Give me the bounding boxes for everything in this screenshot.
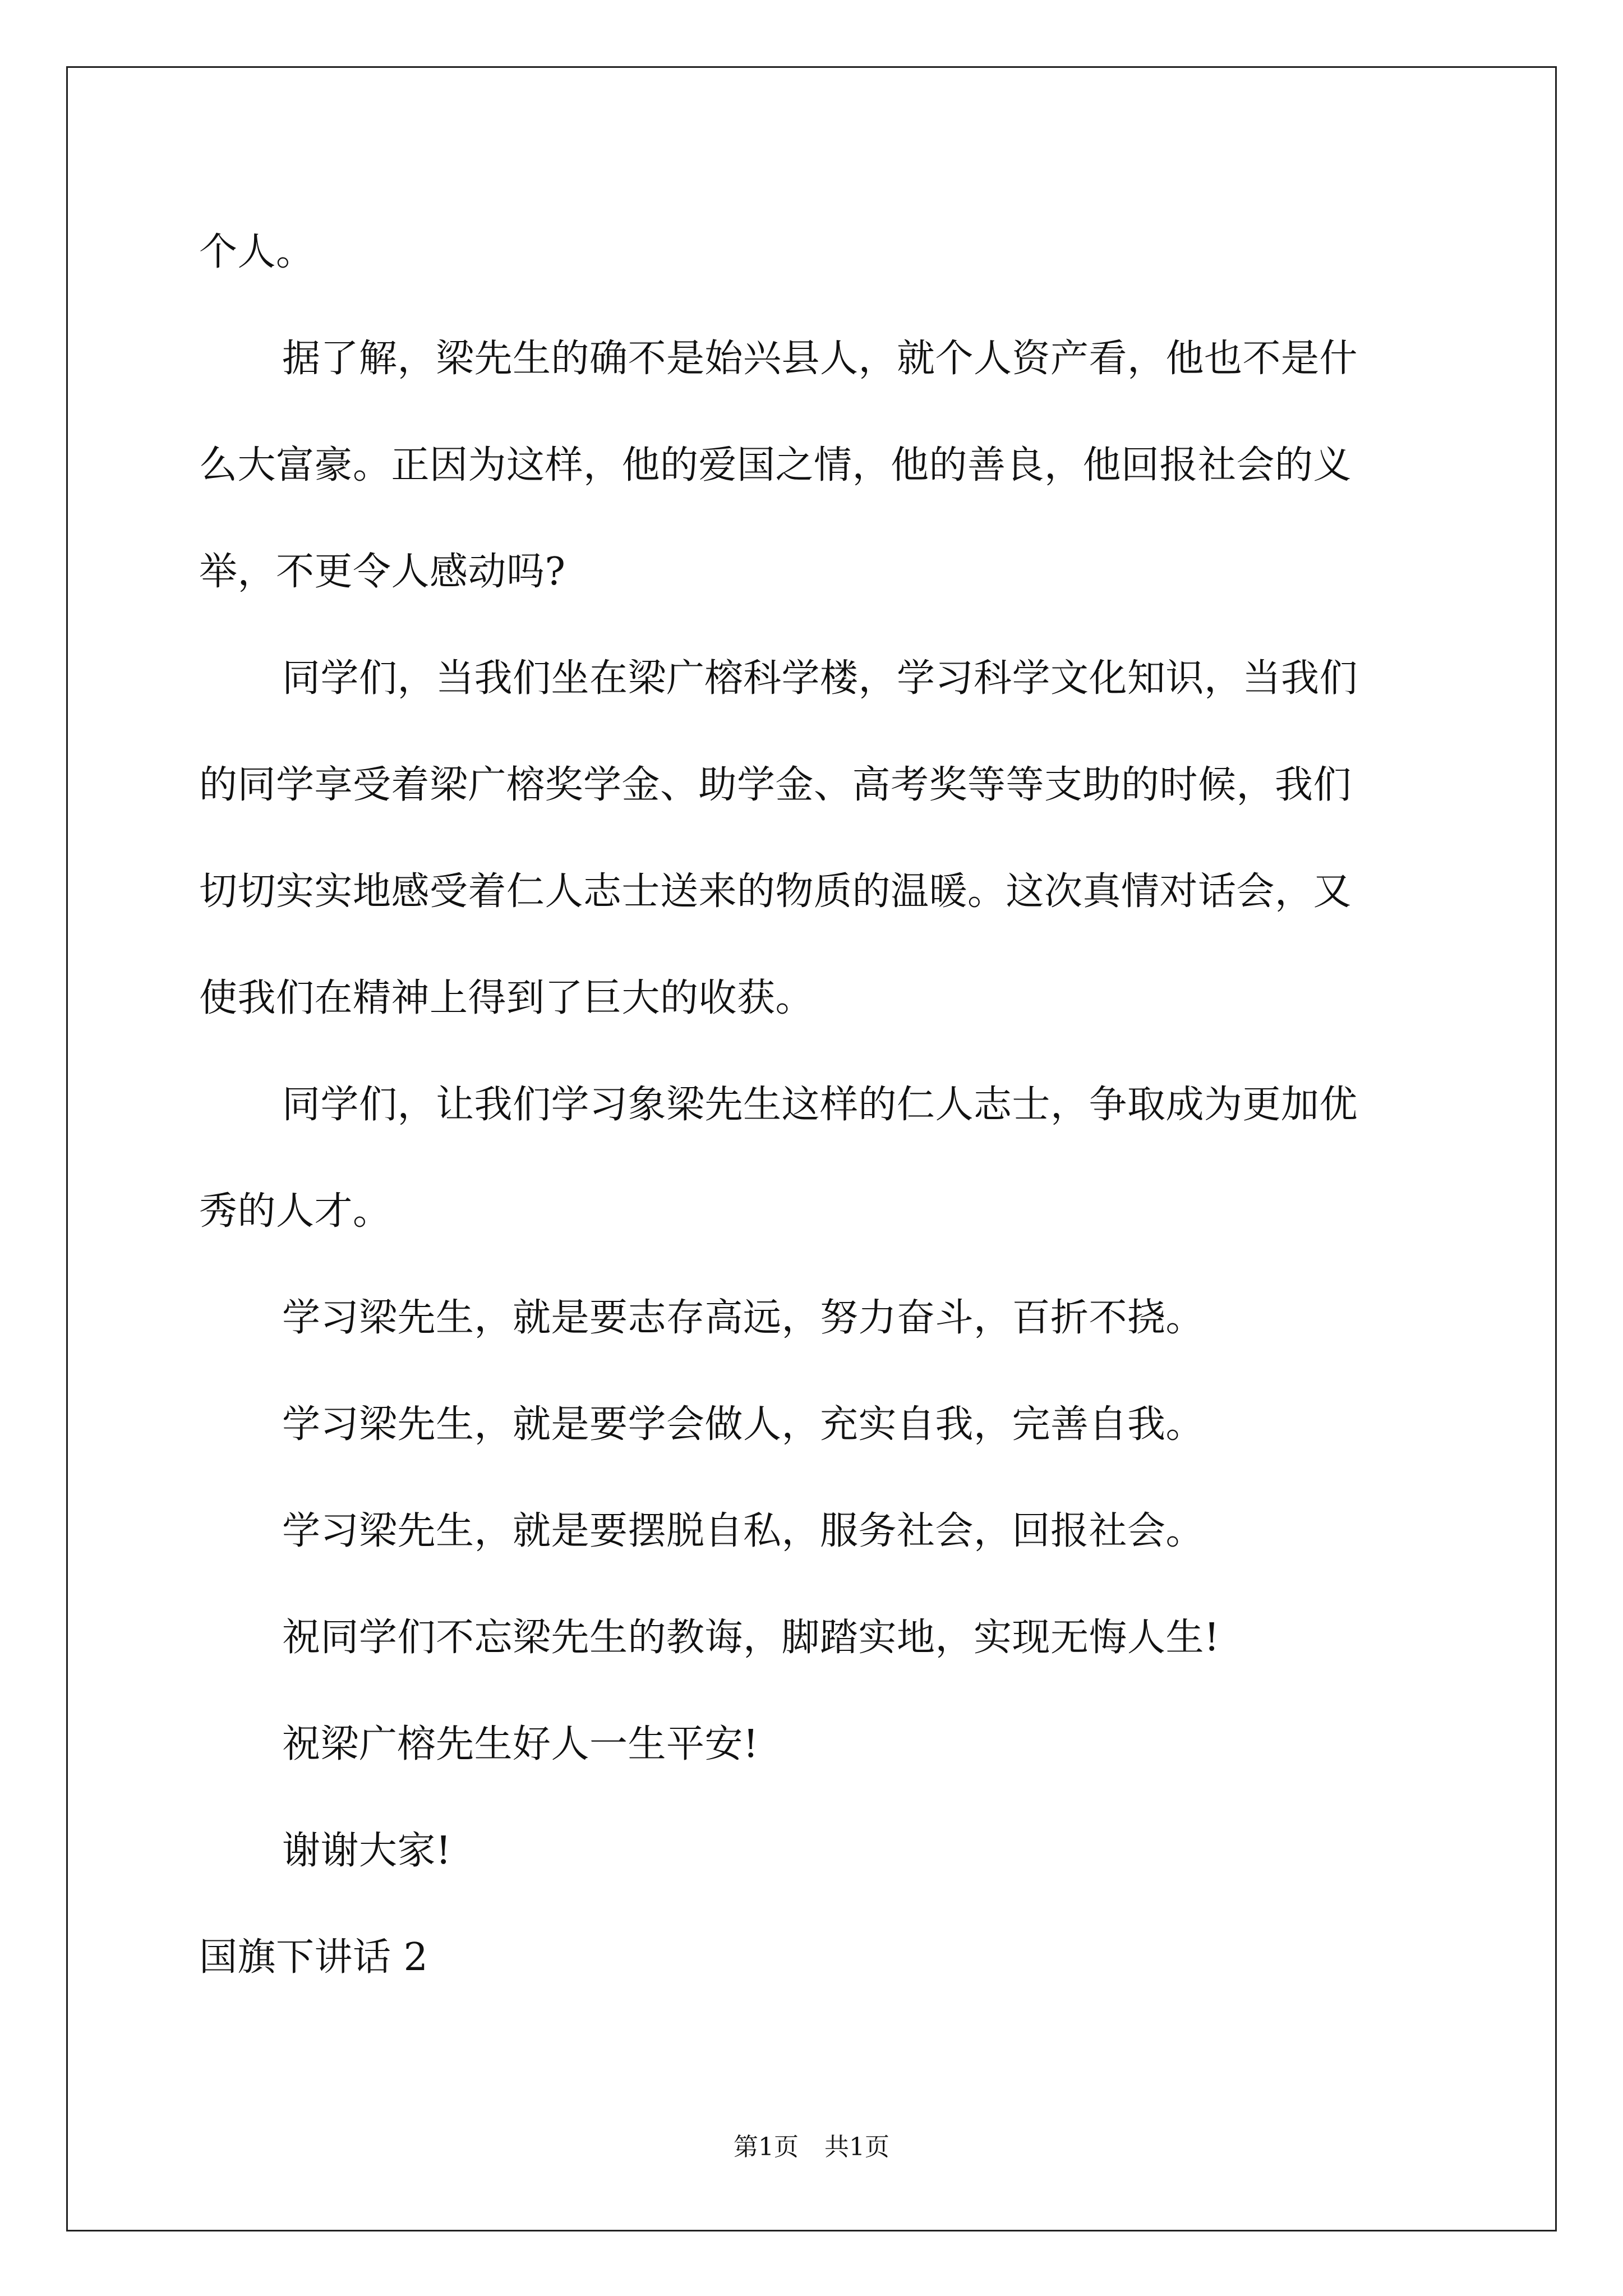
- text-line: 举，不更令人感动吗?: [199, 550, 566, 594]
- paragraph-start: 祝梁广榕先生好人一生平安!: [282, 1722, 759, 1766]
- text-line: 使我们在精神上得到了巨大的收获。: [199, 976, 814, 1020]
- text-line: 么大富豪。正因为这样，他的爱国之情，他的善良，他回报社会的义: [199, 443, 1352, 487]
- paragraph-start: 学习梁先生，就是要学会做人，充实自我，完善自我。: [282, 1402, 1205, 1447]
- paragraph-start: 据了解，梁先生的确不是始兴县人，就个人资产看，他也不是什: [282, 337, 1358, 381]
- paragraph-start: 谢谢大家!: [282, 1829, 451, 1873]
- section-heading: 国旗下讲话 2: [199, 1935, 428, 1980]
- page-number-current: 第1页: [734, 2133, 799, 2161]
- text-line: 秀的人才。: [199, 1189, 391, 1234]
- text-line: 切切实实地感受着仁人志士送来的物质的温暖。这次真情对话会，又: [199, 869, 1352, 914]
- paragraph-start: 同学们，让我们学习象梁先生这样的仁人志士，争取成为更加优: [282, 1083, 1358, 1127]
- page-number-total: 共1页: [824, 2133, 889, 2161]
- paragraph-start: 学习梁先生，就是要摆脱自私，服务社会，回报社会。: [282, 1509, 1205, 1553]
- page-footer: [0, 2131, 1623, 2164]
- text-line: 个人。: [199, 230, 315, 274]
- document-body: [199, 199, 1427, 2011]
- paragraph-start: 同学们，当我们坐在梁广榕科学楼，学习科学文化知识，当我们: [282, 656, 1358, 701]
- text-line: 的同学享受着梁广榕奖学金、助学金、高考奖等等支助的时候，我们: [199, 763, 1352, 807]
- paragraph-start: 祝同学们不忘梁先生的教诲，脚踏实地，实现无悔人生!: [282, 1616, 1220, 1660]
- paragraph-start: 学习梁先生，就是要志存高远，努力奋斗，百折不挠。: [282, 1296, 1205, 1340]
